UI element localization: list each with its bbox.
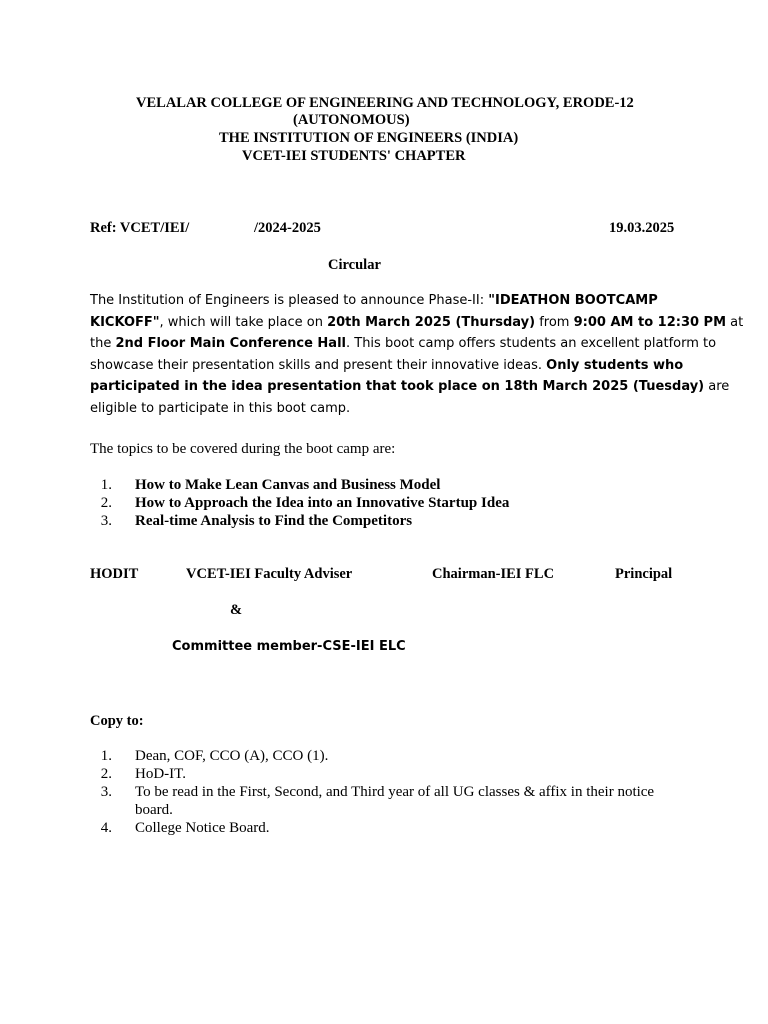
para-text: at [726, 314, 744, 330]
list-number: 1. [100, 477, 112, 493]
copy-to-label: Copy to: [90, 713, 144, 729]
topic-text: How to Make Lean Canvas and Business Model [135, 477, 441, 493]
para-line [90, 333, 717, 355]
para-text: , which will take place on [159, 314, 328, 330]
autonomous-label: (AUTONOMOUS) [293, 112, 410, 128]
event-name: "IDEATHON BOOTCAMP [488, 293, 658, 308]
signatory-chairman: Chairman-IEI FLC [432, 566, 555, 582]
list-number: 2. [100, 766, 112, 782]
signatory-principal: Principal [615, 566, 673, 582]
circular-date: 19.03.2025 [609, 220, 675, 236]
para-text: from [535, 314, 574, 330]
para-text: The Institution of Engineers is pleased to announce Phase-II: [90, 293, 489, 308]
para-line [90, 398, 680, 420]
para-text: . This boot camp offers students an excellent platform to [345, 336, 717, 351]
para-line [90, 376, 730, 398]
event-date: 20th March 2025 (Thursday) [327, 314, 536, 330]
topic-text: Real-time Analysis to Find the Competitors [135, 513, 413, 529]
copy-to-text: HoD-IT. [135, 766, 186, 782]
copy-to-text: board. [135, 802, 173, 818]
event-venue: 2nd Floor Main Conference Hall [115, 336, 346, 351]
eligibility-note: Only students who [546, 357, 684, 373]
para-line [90, 355, 684, 377]
institution-name: THE INSTITUTION OF ENGINEERS (INDIA) [219, 130, 519, 146]
copy-to-text: Dean, COF, CCO (A), CCO (1). [135, 748, 329, 764]
para-text: the [90, 336, 116, 351]
para-text: are [704, 379, 730, 394]
list-number: 3. [100, 513, 112, 529]
ampersand: & [230, 602, 243, 618]
event-time: 9:00 AM to 12:30 PM [573, 314, 727, 330]
signatory-faculty-adviser: VCET-IEI Faculty Adviser [186, 566, 353, 582]
topic-text: How to Approach the Idea into an Innovative Startup Idea [135, 495, 510, 511]
ref-prefix: Ref: VCET/IEI/ [90, 220, 190, 236]
copy-to-text: To be read in the First, Second, and Third year of all UG classes & affix in their notice [135, 784, 655, 800]
college-name: VELALAR COLLEGE OF ENGINEERING AND TECHNOLOGY, ERODE-12 [136, 95, 634, 111]
eligibility-note-cont: participated in the idea presentation that took place on 18th March 2025 (Tuesday) [90, 379, 705, 394]
chapter-name: VCET-IEI STUDENTS' CHAPTER [242, 148, 466, 164]
announcement-paragraph [90, 290, 744, 419]
copy-to-text: College Notice Board. [135, 820, 270, 836]
list-number: 4. [100, 820, 112, 836]
para-line [90, 312, 744, 334]
para-text: eligible to participate in this boot camp. [90, 400, 351, 416]
ref-year: /2024-2025 [254, 220, 321, 236]
circular-title: Circular [328, 257, 381, 273]
event-name-cont: KICKOFF" [90, 314, 160, 330]
list-number: 1. [100, 748, 112, 764]
topics-intro: The topics to be covered during the boot camp are: [90, 441, 396, 457]
list-number: 3. [100, 784, 112, 800]
list-number: 2. [100, 495, 112, 511]
signatory-hodit: HODIT [90, 566, 139, 582]
para-text: showcase their presentation skills and present their innovative ideas. [90, 357, 547, 373]
signatory-committee: Committee member-CSE-IEI ELC [172, 639, 406, 654]
para-line [90, 290, 680, 312]
